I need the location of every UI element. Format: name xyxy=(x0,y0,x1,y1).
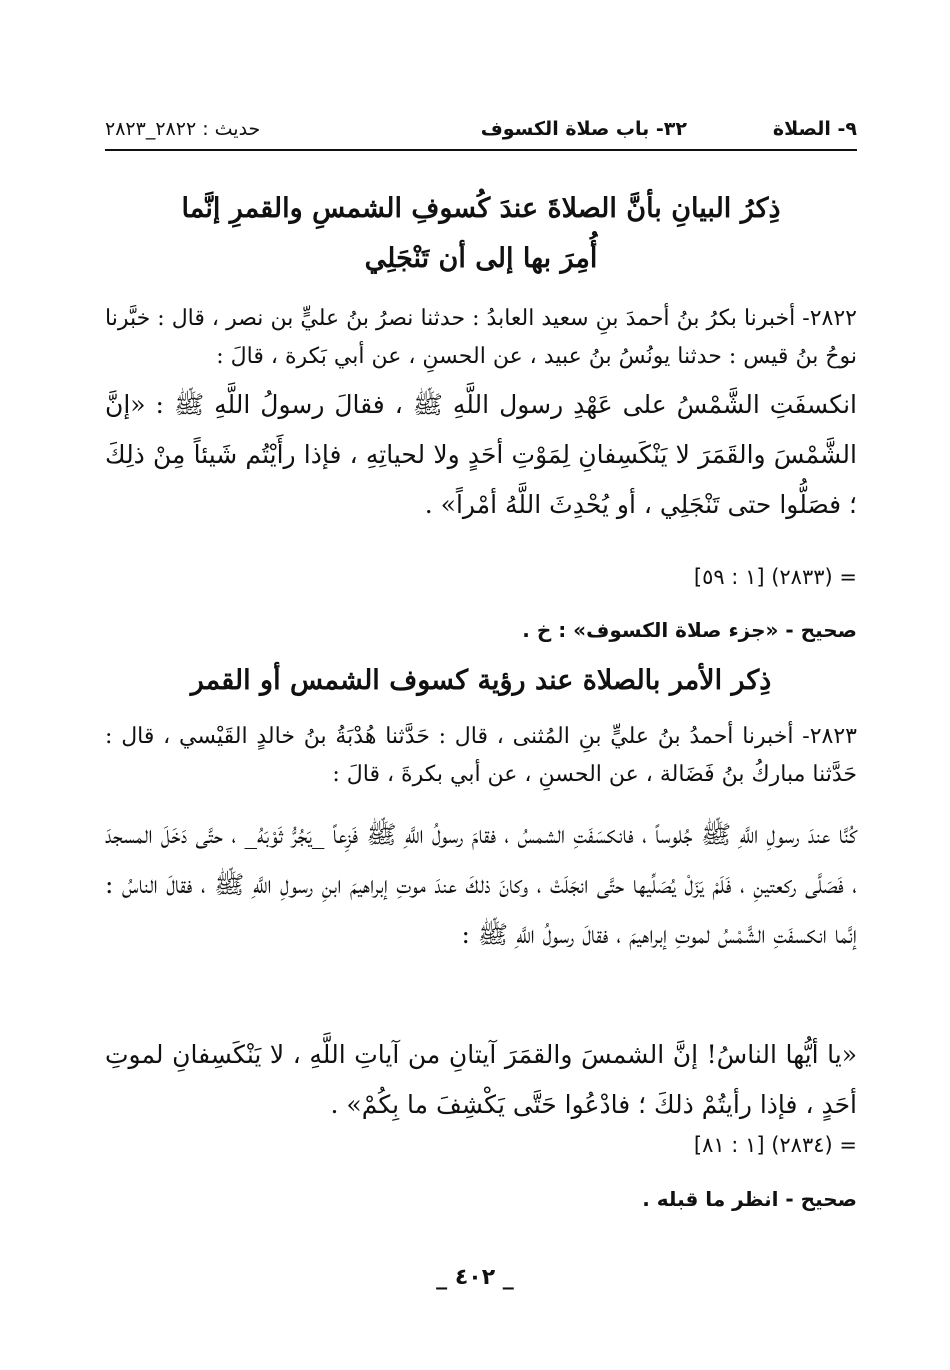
header-divider xyxy=(105,149,857,151)
hadith-2823-text: كُنَّا عندَ رسولِ اللَّهِ ﷺ جُلوساً ، فانكسَفَتِ الشمسُ ، فقامَ رسولُ اللَّهِ ﷺ فَزِعاً _يَجُرُّ ثَوْبَهُ_ ، حتَّى دَخَلَ المسجدَ ، فَصَلَّى ركعتينِ ، فَلَمْ يَزَلْ يُصَلِّيها حتَّى انجَلَتْ ، وكانَ ذلكَ عندَ موتِ إبراهيمَ ابنِ رسولِ اللَّهِ ﷺ ، فقالَ الناسُ : إنَّما انكسفَتِ الشَّمْسُ لموتِ إبراهيمَ ، فقالَ رسولُ اللَّهِ ﷺ : xyxy=(105,820,857,949)
hadith-2822-grade: صحيح - «جزء صلاة الكسوف» : خ . xyxy=(522,618,857,642)
hadith-2823-reference: = (٢٨٣٤) [١ : ٨١] xyxy=(693,1133,857,1157)
hadith-2822-text: انكسفَتِ الشَّمْسُ على عَهْدِ رسول اللَّهِ ﷺ ، فقالَ رسولُ اللَّهِ ﷺ : «إنَّ الشَّمْسَ والقَمَرَ لا يَنْكَسِفانِ لِمَوْتِ أحَدٍ ولا لحياتِهِ ، فإذا رأَيْتُم شَيئاً مِنْ ذلِكَ ؛ فصَلُّوا حتى تَنْجَلِي ، أو يُحْدِثَ اللَّهُ أمْراً» . xyxy=(105,390,857,519)
hadith-2823-narration: ٢٨٢٣- أخبرنا أحمدُ بنُ عليٍّ بنِ المُثنى ، قال : حَدَّثنا هُدْبَةُ بنُ خالدٍ القَيْسي ، قال : حَدَّثنا مباركُ بنُ فَضَالة ، عن الحسنِ ، عن أبي بكرةَ ، قالَ : xyxy=(105,724,857,787)
page-number: _ ٤٠٢ _ xyxy=(436,1265,514,1290)
section-heading-1-line1: ذِكرُ البيانِ بأنَّ الصلاةَ عندَ كُسوفِ الشمسِ والقمرِ إنَّما xyxy=(181,193,781,224)
running-header xyxy=(105,112,857,146)
header-book-title: ٩- الصلاة xyxy=(772,118,857,140)
header-chapter-title: ٣٢- باب صلاة الكسوف xyxy=(480,118,687,140)
section-heading-1 xyxy=(105,184,857,284)
header-hadith-range: حديث : ٢٨٢٢_٢٨٢٣ xyxy=(105,118,261,140)
hadith-2822-narration: ٢٨٢٢- أخبرنا بكرُ بنُ أحمدَ بنِ سعيد العابدُ : حدثنا نصرُ بنُ عليٍّ بن نصر ، قال : خبَّرنا نوحُ بنُ قيس : حدثنا يونُسُ بنُ عبيد ، عن الحسنِ ، عن أبي بَكرة ، قالَ : xyxy=(105,306,857,369)
hadith-2823-grade: صحيح - انظر ما قبله . xyxy=(642,1187,857,1211)
section-heading-1-line2: أُمِرَ بها إلى أن تَنْجَلِي xyxy=(364,243,598,274)
hadith-2823-quote: «يا أيُّها الناسُ! إنَّ الشمسَ والقمَرَ آيتانِ من آياتِ اللَّهِ ، لا يَنْكَسِفانِ لموتِ أحَدٍ ، فإذا رأيتُمْ ذلكَ ؛ فادْعُوا حَتَّى يَكْشِفَ ما بِكُمْ» . xyxy=(105,1040,857,1119)
hadith-2822-reference: = (٢٨٣٣) [١ : ٥٩] xyxy=(693,565,857,589)
section-heading-2: ذِكر الأمر بالصلاة عند رؤية كسوف الشمس أو القمر xyxy=(190,665,772,696)
